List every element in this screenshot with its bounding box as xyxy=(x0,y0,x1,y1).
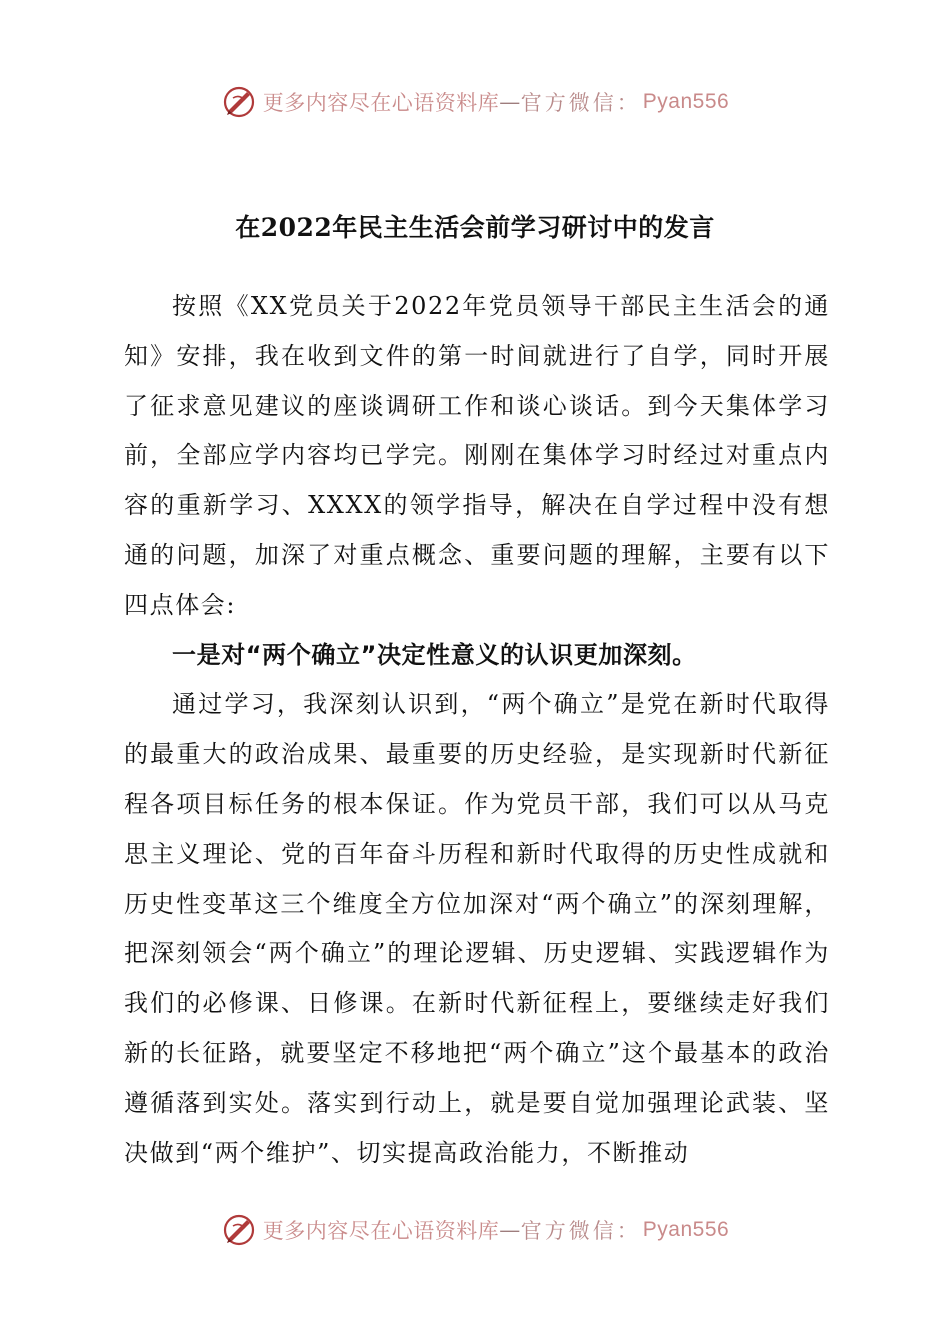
watermark-slogan: 更多内容尽在心语资料库 xyxy=(262,91,500,115)
paragraph-section-1: 通过学习，我深刻认识到，“两个确立”是党在新时代取得的最重大的政治成果、最重要的历史经验，是实现新时代新征程各项目标任务的根本保证。作为党员干部，我们可以从马克思主义理论、党的百年奋斗历程和新时代取得的历史性成就和历史性变革这三个维度全方位加深对“两个确立”的深刻理解，把深刻领会“两个确立”的理论逻辑、历史逻辑、实践逻辑作为我们的必修课、日修课。在新时代新征程上，要继续走好我们新的长征路，就要坚定不移地把“两个确立”这个最基本的政治遵循落到实处。落实到行动上，就是要自觉加强理论武装、坚决做到“两个维护”、切实提高政治能力，不断推动 xyxy=(124,690,830,1167)
watermark-wechat-id: Pyan556 xyxy=(642,1218,730,1241)
watermark-header xyxy=(0,82,950,122)
pen-logo-icon xyxy=(221,84,257,120)
pen-logo-icon xyxy=(221,1212,257,1248)
watermark-text xyxy=(263,1215,729,1245)
watermark-dash: — xyxy=(499,1218,521,1242)
watermark-official-label: 官方微信： xyxy=(520,91,641,115)
document-title: 在2022年民主生活会前学习研讨中的发言 xyxy=(235,213,715,242)
watermark-footer xyxy=(0,1210,950,1250)
watermark-official-label: 官方微信： xyxy=(520,1219,641,1243)
paragraph-intro: 按照《XX党员关于2022年党员领导干部民主生活会的通知》安排，我在收到文件的第一时间就进行了自学，同时开展了征求意见建议的座谈调研工作和谈心谈话。到今天集体学习前，全部应学内容均已学完。刚刚在集体学习时经过对重点内容的重新学习、XXXX的领学指导，解决在自学过程中没有想通的问题，加深了对重点概念、重要问题的理解，主要有以下四点体会: xyxy=(124,292,830,619)
document-body xyxy=(124,282,830,1178)
watermark-dash: — xyxy=(499,90,521,114)
section-heading-1: 一是对“两个确立”决定性意义的认识更加深刻。 xyxy=(172,640,697,669)
watermark-slogan: 更多内容尽在心语资料库 xyxy=(262,1219,500,1243)
watermark-text xyxy=(263,87,729,117)
watermark-wechat-id: Pyan556 xyxy=(642,90,730,113)
